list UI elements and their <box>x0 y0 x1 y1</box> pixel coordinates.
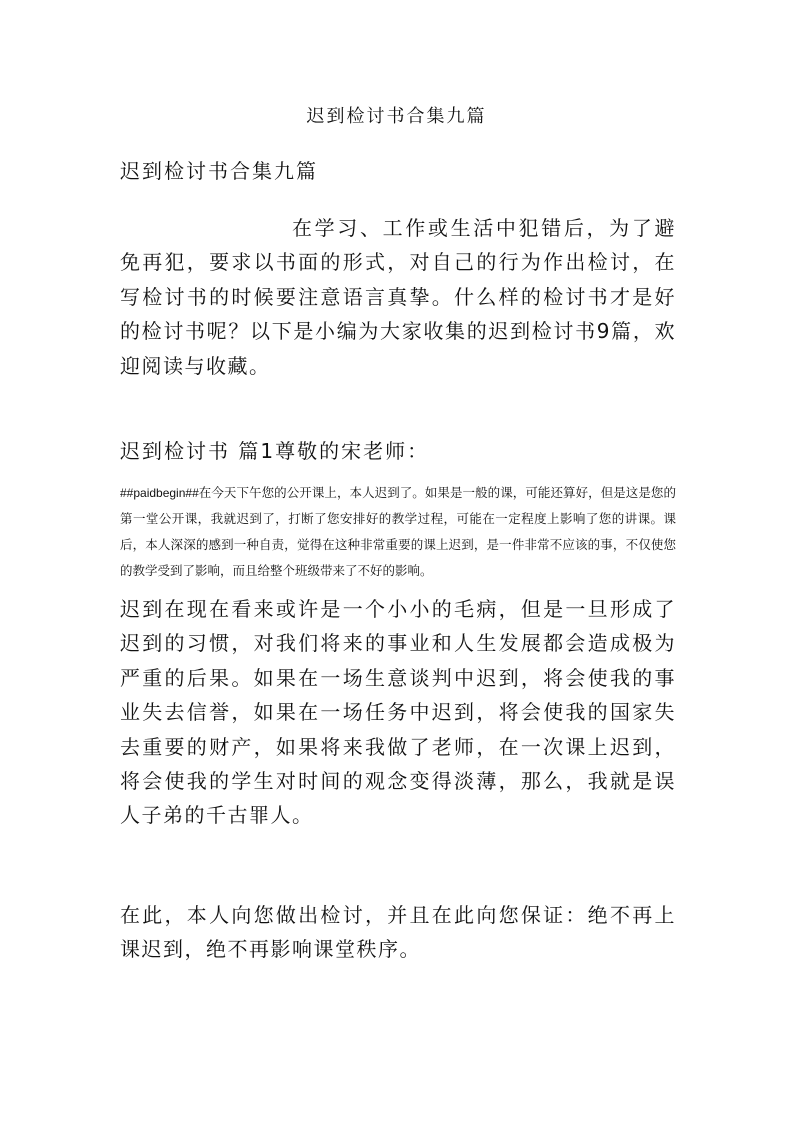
document-heading: 迟到检讨书合集九篇 <box>120 159 318 183</box>
intro-paragraph: 在学习、工作或生活中犯错后，为了避免再犯，要求以书面的形式，对自己的行为作出检讨，在写检讨书的时候要注意语言真挚。什么样的检讨书才是好的检讨书呢？以下是小编为大家收集的迟到检讨书9篇，欢迎阅读与收藏。 <box>120 216 676 378</box>
section-1-paragraph-1-text: 在今天下午您的公开课上，本人迟到了。如果是一般的课，可能还算好，但是这是您的第一堂公开课，我就迟到了，打断了您安排好的教学过程，可能在一定程度上影响了您的讲课。课后，本人深深的感到一种自责，觉得在这种非常重要的课上迟到，是一件非常不应该的事，不仅使您的教学受到了影响，而且给整个班级带来了不好的影响。 <box>120 485 676 578</box>
section-1-paragraph-3: 在此，本人向您做出检讨，并且在此向您保证：绝不再上课迟到，绝不再影响课堂秩序。 <box>120 903 676 962</box>
document-title: 迟到检讨书合集九篇 <box>306 106 487 127</box>
paid-marker: ##paidbegin## <box>120 486 199 500</box>
section-1-paragraph-2: 迟到在现在看来或许是一个小小的毛病，但是一旦形成了迟到的习惯，对我们将来的事业和人生发展都会造成极为严重的后果。如果在一场生意谈判中迟到，将会使我的事业失去信誉，如果在一场任务中迟到，将会使我的国家失去重要的财产，如果将来我做了老师，在一次课上迟到，将会使我的学生对时间的观念变得淡薄，那么，我就是误人子弟的千古罪人。 <box>120 597 676 828</box>
section-1-heading: 迟到检讨书 篇1尊敬的宋老师： <box>120 439 430 463</box>
section-1-paragraph-1 <box>120 480 676 584</box>
